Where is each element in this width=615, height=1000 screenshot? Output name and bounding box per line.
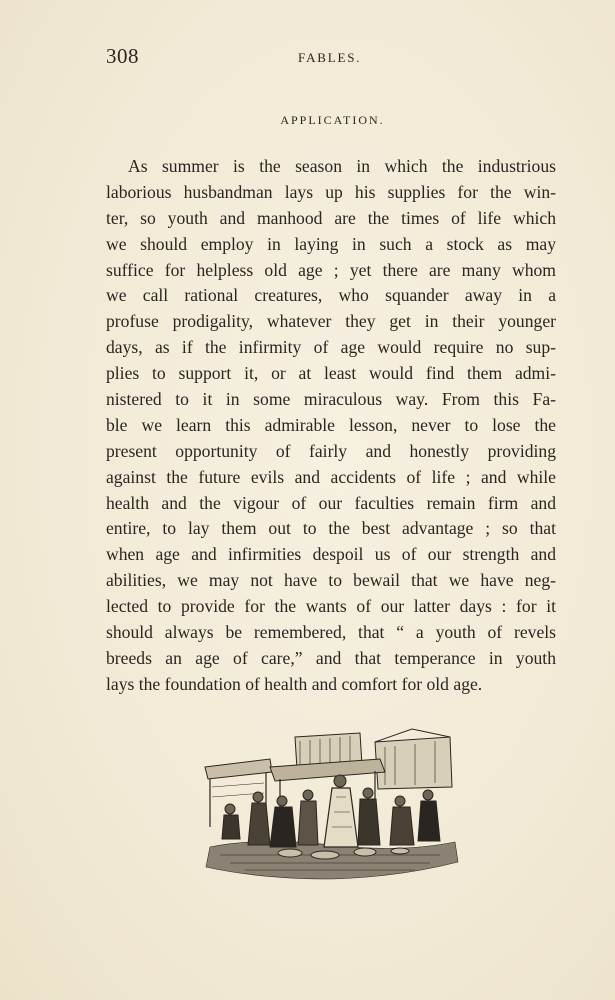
page-header xyxy=(106,44,561,74)
text-line: lays the foundation of health and comfort for old age. xyxy=(106,673,483,694)
running-head: FABLES. xyxy=(298,50,362,65)
text-line: we should employ in laying in such a stock as may xyxy=(106,233,556,254)
text-line: breeds an age of care,” and that temperance in youth xyxy=(106,647,556,668)
text-line: when age and infirmities despoil us of our strength and xyxy=(106,544,556,565)
text-line: should always be remembered, that “ a youth of revels xyxy=(106,622,556,643)
text-line: As summer is the season in which the industrious xyxy=(128,156,556,176)
text-line: profuse prodigality, whatever they get in their younger xyxy=(106,311,556,332)
text-line: nistered to it in some miraculous way. From this Fa- xyxy=(106,389,556,410)
text-line: against the future evils and accidents of life ; and while xyxy=(106,466,556,487)
text-line: lected to provide for the wants of our latter days : for it xyxy=(106,596,556,617)
text-line: abilities, we may not have to bewail that we have neg- xyxy=(106,570,556,591)
text-line: health and the vigour of our faculties remain firm and xyxy=(106,492,556,513)
text-line: ble we learn this admirable lesson, never to lose the xyxy=(106,414,556,435)
text-line: present opportunity of fairly and honestly providing xyxy=(106,440,556,461)
text-line: days, as if the infirmity of age would require no sup- xyxy=(106,337,556,358)
body-paragraph xyxy=(106,154,556,698)
text-line: we call rational creatures, who squander away in a xyxy=(106,285,556,306)
text-line: laborious husbandman lays up his supplies for the win- xyxy=(106,181,556,202)
text-line: ter, so youth and manhood are the times of life which xyxy=(106,207,556,228)
page-number: 308 xyxy=(106,44,139,68)
woodcut-market-scene-icon xyxy=(200,727,465,887)
text-line: entire, to lay them out to the best advantage ; so that xyxy=(106,518,556,539)
section-title: APPLICATION. xyxy=(280,113,385,127)
text-line: suffice for helpless old age ; yet there are many whom xyxy=(106,259,556,280)
text-line: plies to support it, or at least would find them admi- xyxy=(106,363,556,384)
